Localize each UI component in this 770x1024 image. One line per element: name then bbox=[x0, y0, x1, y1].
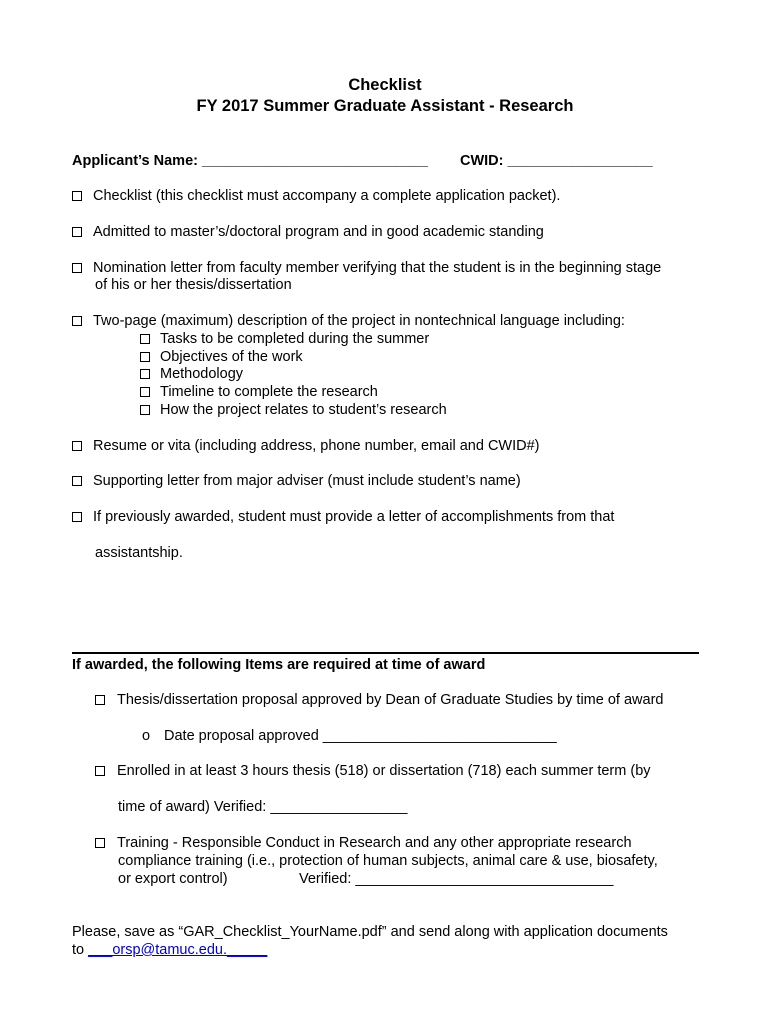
footer-email-line: to ___orsp@tamuc.edu._____ bbox=[72, 942, 268, 958]
checklist-item-resume: Resume or vita (including address, phone number, email and CWID#) bbox=[72, 438, 540, 454]
checkbox-icon[interactable] bbox=[95, 766, 105, 776]
checklist-item-admitted: Admitted to master’s/doctoral program and in good academic standing bbox=[72, 224, 544, 240]
sub-item: Methodology bbox=[140, 366, 243, 382]
email-link[interactable]: ___orsp@tamuc.edu._____ bbox=[88, 942, 268, 958]
checkbox-icon[interactable] bbox=[140, 387, 150, 397]
checkbox-icon[interactable] bbox=[72, 263, 82, 273]
checkbox-icon[interactable] bbox=[140, 369, 150, 379]
sub-item: Objectives of the work bbox=[140, 349, 303, 365]
checklist-item-description: Two-page (maximum) description of the project in nontechnical language including: bbox=[72, 313, 625, 329]
checkbox-icon[interactable] bbox=[72, 316, 82, 326]
award-item-enrolled-cont: time of award) Verified: _________________ bbox=[118, 799, 408, 815]
award-item-training: Training - Responsible Conduct in Research and any other appropriate research bbox=[95, 835, 632, 851]
section-divider bbox=[72, 652, 699, 654]
sub-item: How the project relates to student’s research bbox=[140, 402, 447, 418]
checklist-item-supporting-letter: Supporting letter from major adviser (must include student’s name) bbox=[72, 473, 521, 489]
sub-item: Timeline to complete the research bbox=[140, 384, 378, 400]
page-subtitle: FY 2017 Summer Graduate Assistant - Research bbox=[196, 97, 574, 115]
award-item-training-cont2: or export control) bbox=[118, 871, 228, 887]
award-item-training-cont: compliance training (i.e., protection of human subjects, animal care & use, biosafety, bbox=[118, 853, 658, 869]
training-verified-field: Verified: ________________________________ bbox=[299, 871, 614, 887]
checkbox-icon[interactable] bbox=[140, 352, 150, 362]
award-item-enrolled: Enrolled in at least 3 hours thesis (518) or dissertation (718) each summer term (by bbox=[95, 763, 651, 779]
cwid-field: CWID: __________________ bbox=[460, 153, 653, 169]
checkbox-icon[interactable] bbox=[95, 695, 105, 705]
checklist-item-previously-awarded-cont: assistantship. bbox=[95, 545, 183, 561]
checkbox-icon[interactable] bbox=[72, 441, 82, 451]
sub-item: Tasks to be completed during the summer bbox=[140, 331, 429, 347]
checkbox-icon[interactable] bbox=[140, 334, 150, 344]
award-heading: If awarded, the following Items are required at time of award bbox=[72, 657, 486, 673]
checklist-item-previously-awarded: If previously awarded, student must provide a letter of accomplishments from that bbox=[72, 509, 614, 525]
award-item-proposal: Thesis/dissertation proposal approved by Dean of Graduate Studies by time of award bbox=[95, 692, 663, 708]
checkbox-icon[interactable] bbox=[72, 227, 82, 237]
checklist-item-nomination-cont: of his or her thesis/dissertation bbox=[95, 277, 292, 293]
checkbox-icon[interactable] bbox=[72, 476, 82, 486]
checklist-item-checklist: Checklist (this checklist must accompany a complete application packet). bbox=[72, 188, 560, 204]
award-date-line: o Date proposal approved _____________________________ bbox=[142, 728, 557, 744]
page-title: Checklist bbox=[348, 76, 422, 94]
checkbox-icon[interactable] bbox=[140, 405, 150, 415]
checklist-item-nomination: Nomination letter from faculty member verifying that the student is in the beginning stage bbox=[72, 260, 661, 276]
checkbox-icon[interactable] bbox=[95, 838, 105, 848]
checkbox-icon[interactable] bbox=[72, 191, 82, 201]
checkbox-icon[interactable] bbox=[72, 512, 82, 522]
applicant-name-field: Applicant’s Name: ____________________________ bbox=[72, 153, 428, 169]
bullet-marker: o bbox=[142, 728, 151, 744]
footer-instruction: Please, save as “GAR_Checklist_YourName.pdf” and send along with application documents bbox=[72, 924, 668, 940]
